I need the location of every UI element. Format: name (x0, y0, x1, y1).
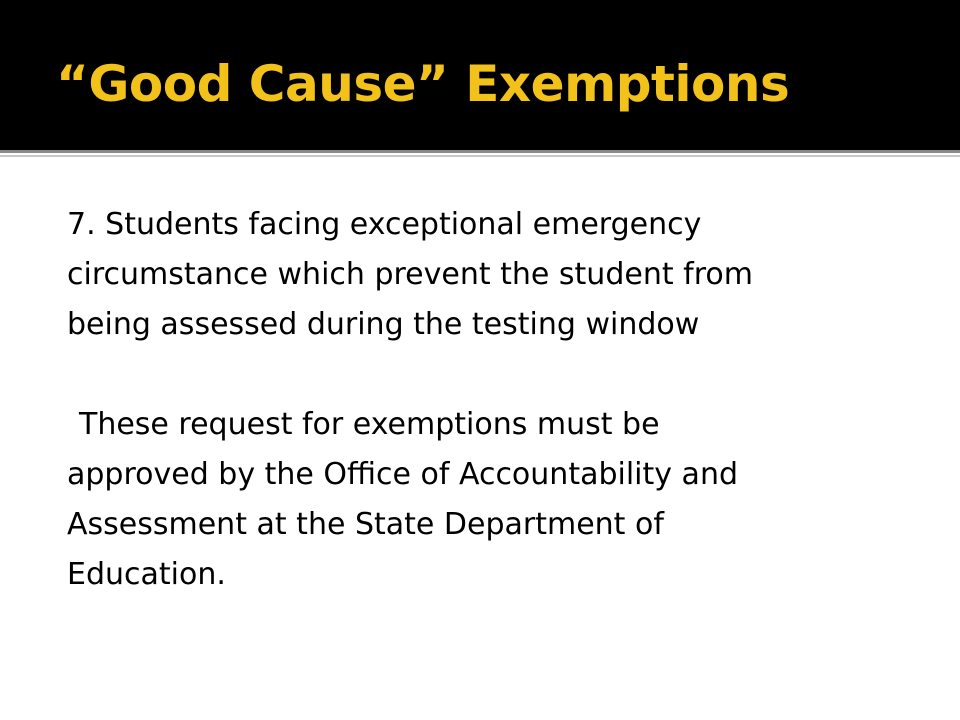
body-line: being assessed during the testing window (67, 307, 700, 342)
exemption-item-7 (67, 200, 927, 350)
body-line: Education. (67, 557, 226, 592)
body-line: circumstance which prevent the student from (67, 257, 753, 292)
slide-title: “Good Cause” Exemptions (56, 55, 790, 113)
title-bar (0, 0, 960, 150)
body-line: These request for exemptions must be (79, 407, 660, 442)
body-line: 7. Students facing exceptional emergency (67, 207, 702, 242)
title-divider (0, 150, 960, 153)
paragraph-spacer (67, 350, 927, 400)
body-line: Assessment at the State Department of (67, 507, 664, 542)
slide-body (67, 200, 927, 600)
approval-note (67, 400, 927, 600)
body-line: approved by the Office of Accountability and (67, 457, 739, 492)
title-divider-secondary (0, 155, 960, 157)
